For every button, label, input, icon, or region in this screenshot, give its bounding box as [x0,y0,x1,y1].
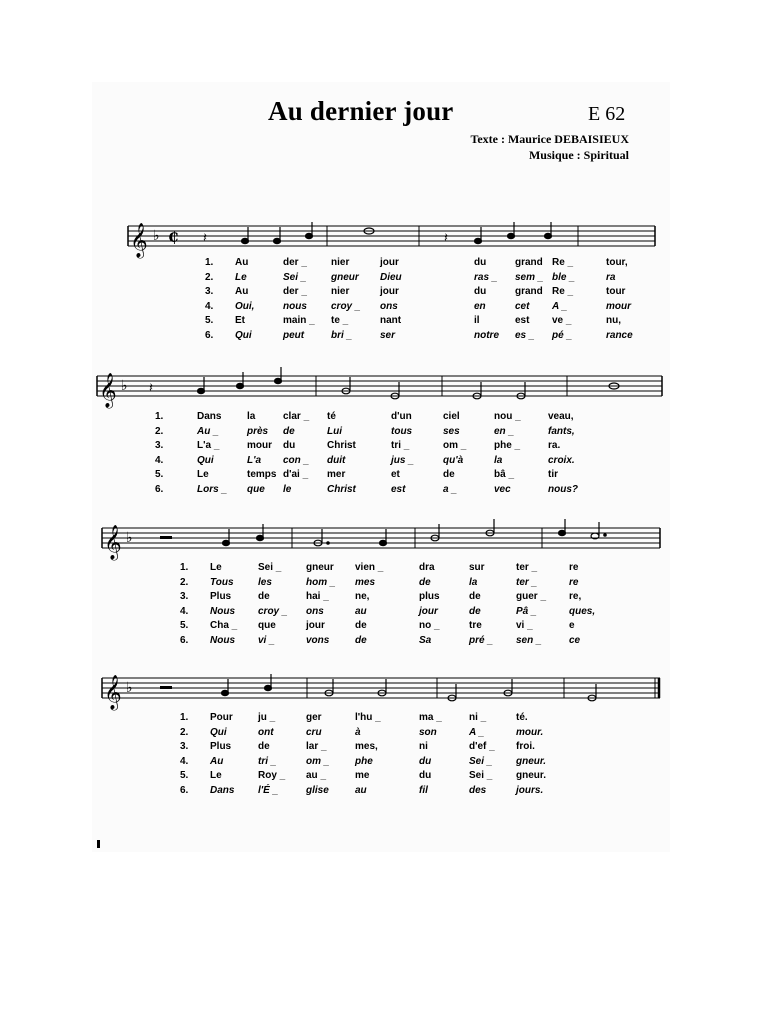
verse-number: 2. [155,425,164,437]
lyric-syllable: no _ [419,620,440,631]
lyric-syllable: croix. [548,454,575,466]
lyric-syllable: Dans [197,411,222,422]
lyric-syllable: Pour [210,712,233,723]
verse-line [205,301,645,316]
lyric-syllable: en _ [494,425,515,437]
lyric-syllable: Lui [327,425,342,437]
lyric-syllable: au [355,784,367,796]
verse-line [155,426,635,441]
lyric-syllable: ra [606,271,616,283]
lyric-syllable: au [355,605,367,617]
song-code: E 62 [588,103,626,125]
lyric-syllable: la [247,411,256,422]
lyric-syllable: tour [606,286,626,297]
lyric-syllable: de [419,576,431,588]
lyric-syllable: l'É _ [258,784,279,796]
lyric-syllable: Lors _ [197,483,228,495]
lyric-syllable: vi _ [516,620,533,631]
lyric-syllable: rance [606,329,633,341]
verse-line [180,606,640,621]
lyric-syllable: pé _ [552,329,573,341]
lyric-syllable: tir [548,469,558,480]
verse-line [180,591,640,606]
lyric-syllable: tous [391,425,413,437]
verse-line [205,286,645,301]
treble-clef-icon: 𝄞 [130,223,148,258]
verse-line [205,330,645,345]
lyric-syllable: Nous [210,605,235,617]
svg-text:𝄽: 𝄽 [444,230,448,245]
lyric-syllable: en [474,300,486,312]
lyric-syllable: le [283,483,292,495]
verse-number: 4. [155,454,164,466]
lyric-syllable: nant [380,315,402,326]
lyric-syllable: son [419,726,437,738]
verse-number: 4. [205,300,214,312]
lyric-syllable: veau, [548,411,574,422]
staff-system-3 [102,518,667,558]
lyric-syllable: gneur. [516,770,547,781]
lyric-syllable: est [515,315,530,326]
lyric-syllable: ne, [355,591,370,602]
verse-number: 1. [180,562,189,573]
lyric-syllable: mer [327,469,346,480]
lyric-syllable: et [391,469,400,480]
lyric-syllable: sem _ [515,271,544,283]
lyric-syllable: vi _ [258,634,275,646]
lyric-syllable: vec [494,483,511,495]
lyric-syllable: tri _ [391,440,410,451]
lyric-syllable: ma _ [419,712,442,723]
verse-number: 6. [205,329,214,341]
verse-number: 2. [205,271,214,283]
verse-number: 4. [180,755,189,767]
cut-time-icon: ₵ [168,228,179,246]
lyric-syllable: la [469,576,478,588]
lyric-syllable: nous? [548,483,578,495]
lyric-syllable: tri _ [258,755,277,767]
lyric-syllable: ser [380,329,396,341]
lyric-syllable: e [569,620,575,631]
lyric-syllable: a _ [443,483,457,495]
verse-line [180,620,640,635]
lyric-syllable: mour [606,300,631,312]
lyric-syllable: hai _ [306,591,329,602]
lyric-syllable: jus _ [391,454,414,466]
lyric-syllable: re [569,562,579,573]
lyric-syllable: Re _ [552,286,574,297]
verse-number: 3. [205,286,214,297]
verse-line [205,272,645,287]
verse-number: 3. [180,741,189,752]
lyric-syllable: Tous [210,576,234,588]
lyric-syllable: mes [355,576,376,588]
lyric-syllable: ciel [443,411,460,422]
lyric-syllable: Sa [419,634,432,646]
lyric-syllable: té. [516,712,528,723]
treble-clef-icon: 𝄞 [99,373,117,408]
text-credit: Texte : Maurice DEBAISIEUX [470,132,629,146]
verse-number: 1. [205,257,214,268]
lyric-syllable: Au [210,755,224,767]
lyric-syllable: te _ [331,315,349,326]
verse-line [180,635,640,650]
lyric-syllable: Sei _ [469,755,493,767]
verse-number: 1. [155,411,164,422]
lyric-syllable: ju _ [258,712,276,723]
lyric-syllable: jour [419,605,438,617]
lyric-syllable: d'ai _ [283,469,309,480]
lyric-syllable: ons [306,605,324,617]
lyrics-system-4 [180,712,620,799]
lyric-syllable: A _ [552,300,568,312]
verse-number: 2. [180,726,189,738]
lyric-syllable: notre [474,329,499,341]
staff-system-1 [128,214,658,258]
lyric-syllable: de [283,425,295,437]
lyric-syllable: ter _ [516,576,538,588]
lyric-syllable: Au [235,286,249,297]
lyric-syllable: est [391,483,406,495]
verse-number: 4. [180,605,189,617]
verse-line [155,455,635,470]
lyric-syllable: mour [247,440,272,451]
verse-number: 6. [155,483,164,495]
lyric-syllable: que [258,620,276,631]
verse-number: 6. [180,634,189,646]
lyric-syllable: Et [235,315,245,326]
svg-text:𝄽: 𝄽 [149,380,153,395]
lyric-syllable: L'a _ [197,440,220,451]
verse-line [180,756,620,771]
lyric-syllable: fants, [548,425,575,437]
lyrics-system-3 [180,562,640,649]
lyric-syllable: der _ [283,286,307,297]
lyric-syllable: Dans [210,784,235,796]
verse-line [180,712,620,727]
staff-system-2 [97,368,667,408]
lyric-syllable: Nous [210,634,235,646]
lyric-syllable: croy _ [258,605,288,617]
verse-line [180,741,620,756]
lyric-syllable: ra. [548,440,561,451]
lyric-syllable: à [355,726,361,738]
lyric-syllable: de [258,591,270,602]
lyric-syllable: près [247,425,269,437]
lyric-syllable: mes, [355,741,378,752]
lyric-syllable: vien _ [355,562,384,573]
lyric-syllable: bâ _ [494,469,515,480]
verse-line [155,411,635,426]
svg-text:𝄽: 𝄽 [203,230,207,245]
lyric-syllable: té [327,411,336,422]
lyric-syllable: ce [569,634,581,646]
lyric-syllable: L'a [247,454,262,466]
verse-line [180,770,620,785]
lyric-syllable: mour. [516,726,544,738]
lyric-syllable: que [247,483,265,495]
lyric-syllable: il [474,315,480,326]
lyric-syllable: Qui [210,726,227,738]
lyric-syllable: l'hu _ [355,712,381,723]
lyric-syllable: me [355,770,370,781]
lyric-syllable: nous [283,300,307,312]
lyric-syllable: Sei _ [469,770,493,781]
lyric-syllable: Christ [327,440,356,451]
verse-line [180,562,640,577]
lyric-syllable: ble _ [552,271,575,283]
lyric-syllable: ni _ [469,712,487,723]
lyric-syllable: om _ [306,755,330,767]
lyric-syllable: du [283,440,296,451]
verse-line [205,315,645,330]
lyric-syllable: temps [247,469,277,480]
lyric-syllable: jour [380,286,399,297]
lyric-syllable: gneur [331,271,359,283]
lyric-syllable: Oui, [235,300,255,312]
lyric-syllable: Roy _ [258,770,286,781]
lyric-syllable: A _ [469,726,485,738]
lyric-syllable: nier [331,257,350,268]
song-title: Au dernier jour [268,96,454,126]
lyric-syllable: der _ [283,257,307,268]
lyric-syllable: jour [306,620,325,631]
lyric-syllable: peut [283,329,305,341]
lyric-syllable: des [469,784,487,796]
treble-clef-icon: 𝄞 [104,525,122,560]
lyric-syllable: gneur. [516,755,547,767]
lyric-syllable: d'un [391,411,412,422]
verse-number: 1. [180,712,189,723]
lyric-syllable: du [419,770,432,781]
lyric-syllable: hom _ [306,576,336,588]
verse-number: 3. [180,591,189,602]
verse-number: 5. [180,770,189,781]
lyric-syllable: tre [469,620,482,631]
verse-line [180,577,640,592]
flat-sign-icon: ♭ [153,228,160,244]
lyric-syllable: nier [331,286,350,297]
lyric-syllable: d'ef _ [469,741,495,752]
lyric-syllable: Au _ [197,425,219,437]
lyric-syllable: con _ [283,454,310,466]
lyric-syllable: de [355,634,367,646]
lyric-syllable: au _ [306,770,327,781]
lyric-syllable: re [569,576,579,588]
lyric-syllable: du [474,286,487,297]
lyric-syllable: du [419,755,432,767]
lyric-syllable: de [469,605,481,617]
verse-line [155,440,635,455]
verse-line [180,727,620,742]
lyric-syllable: cet [515,300,530,312]
lyric-syllable: de [258,741,270,752]
lyric-syllable: es _ [515,329,535,341]
lyric-syllable: Sei _ [283,271,307,283]
lyric-syllable: nou _ [494,411,521,422]
treble-clef-icon: 𝄞 [104,675,122,710]
scan-mark [97,840,100,848]
lyric-syllable: Au [235,257,249,268]
staff-system-4 [102,668,667,708]
lyric-syllable: bri _ [331,329,353,341]
lyric-syllable: ses [443,425,460,437]
lyric-syllable: grand [515,286,543,297]
lyric-syllable: cru [306,726,322,738]
verse-number: 5. [180,620,189,631]
lyric-syllable: la [494,454,503,466]
lyric-syllable: plus [419,591,440,602]
lyric-syllable: jours. [516,784,544,796]
verse-number: 6. [180,784,189,796]
lyric-syllable: nu, [606,315,621,326]
verse-line [155,484,635,499]
lyric-syllable: ter _ [516,562,538,573]
lyric-syllable: om _ [443,440,467,451]
music-credit: Musique : Spiritual [528,148,629,162]
lyric-syllable: Sei _ [258,562,282,573]
lyric-syllable: ve _ [552,315,572,326]
lyric-syllable: de [469,591,481,602]
lyric-syllable: sur [469,562,485,573]
lyric-syllable: fil [419,784,428,796]
lyric-syllable: Le [235,271,247,283]
lyric-syllable: Qui [197,454,214,466]
lyric-syllable: sen _ [516,634,542,646]
flat-sign-icon: ♭ [126,680,133,696]
lyric-syllable: ont [258,726,274,738]
lyric-syllable: Re _ [552,257,574,268]
lyric-syllable: guer _ [516,591,547,602]
lyric-syllable: grand [515,257,543,268]
verse-number: 3. [155,440,164,451]
lyric-syllable: re, [569,591,582,602]
lyric-syllable: glise [306,784,329,796]
lyric-syllable: main _ [283,315,315,326]
lyric-syllable: ons [380,300,398,312]
lyric-syllable: tour, [606,257,628,268]
lyric-syllable: ni [419,741,428,752]
lyric-syllable: de [355,620,367,631]
lyric-syllable: dra [419,562,435,573]
lyric-syllable: duit [327,454,346,466]
lyric-syllable: pré _ [469,634,493,646]
lyric-syllable: Cha _ [210,620,238,631]
lyric-syllable: Le [210,770,222,781]
verse-number: 2. [180,576,189,588]
lyric-syllable: Le [210,562,222,573]
lyrics-system-2 [155,411,635,498]
lyric-syllable: Christ [327,483,356,495]
lyric-syllable: Dieu [380,271,402,283]
lyric-syllable: gneur [306,562,334,573]
lyric-syllable: de [443,469,455,480]
lyric-syllable: ger [306,712,322,723]
lyric-syllable: Qui [235,329,252,341]
lyric-syllable: phe _ [494,440,521,451]
verse-number: 5. [205,315,214,326]
lyric-syllable: Plus [210,741,232,752]
lyric-syllable: vons [306,634,330,646]
lyric-syllable: ras _ [474,271,498,283]
lyric-syllable: Pâ _ [516,605,537,617]
lyric-syllable: clar _ [283,411,310,422]
verse-line [205,257,645,272]
lyric-syllable: ques, [569,605,596,617]
lyric-syllable: du [474,257,487,268]
lyric-syllable: qu'à [443,454,464,466]
lyric-syllable: les [258,576,272,588]
lyric-syllable: Le [197,469,209,480]
lyric-syllable: croy _ [331,300,361,312]
lyric-syllable: lar _ [306,741,327,752]
flat-sign-icon: ♭ [121,378,128,394]
lyrics-system-1 [205,257,645,344]
flat-sign-icon: ♭ [126,530,133,546]
verse-line [180,785,620,800]
verse-line [155,469,635,484]
lyric-syllable: jour [380,257,399,268]
lyric-syllable: froi. [516,741,535,752]
verse-number: 5. [155,469,164,480]
lyric-syllable: Plus [210,591,232,602]
lyric-syllable: phe [355,755,373,767]
